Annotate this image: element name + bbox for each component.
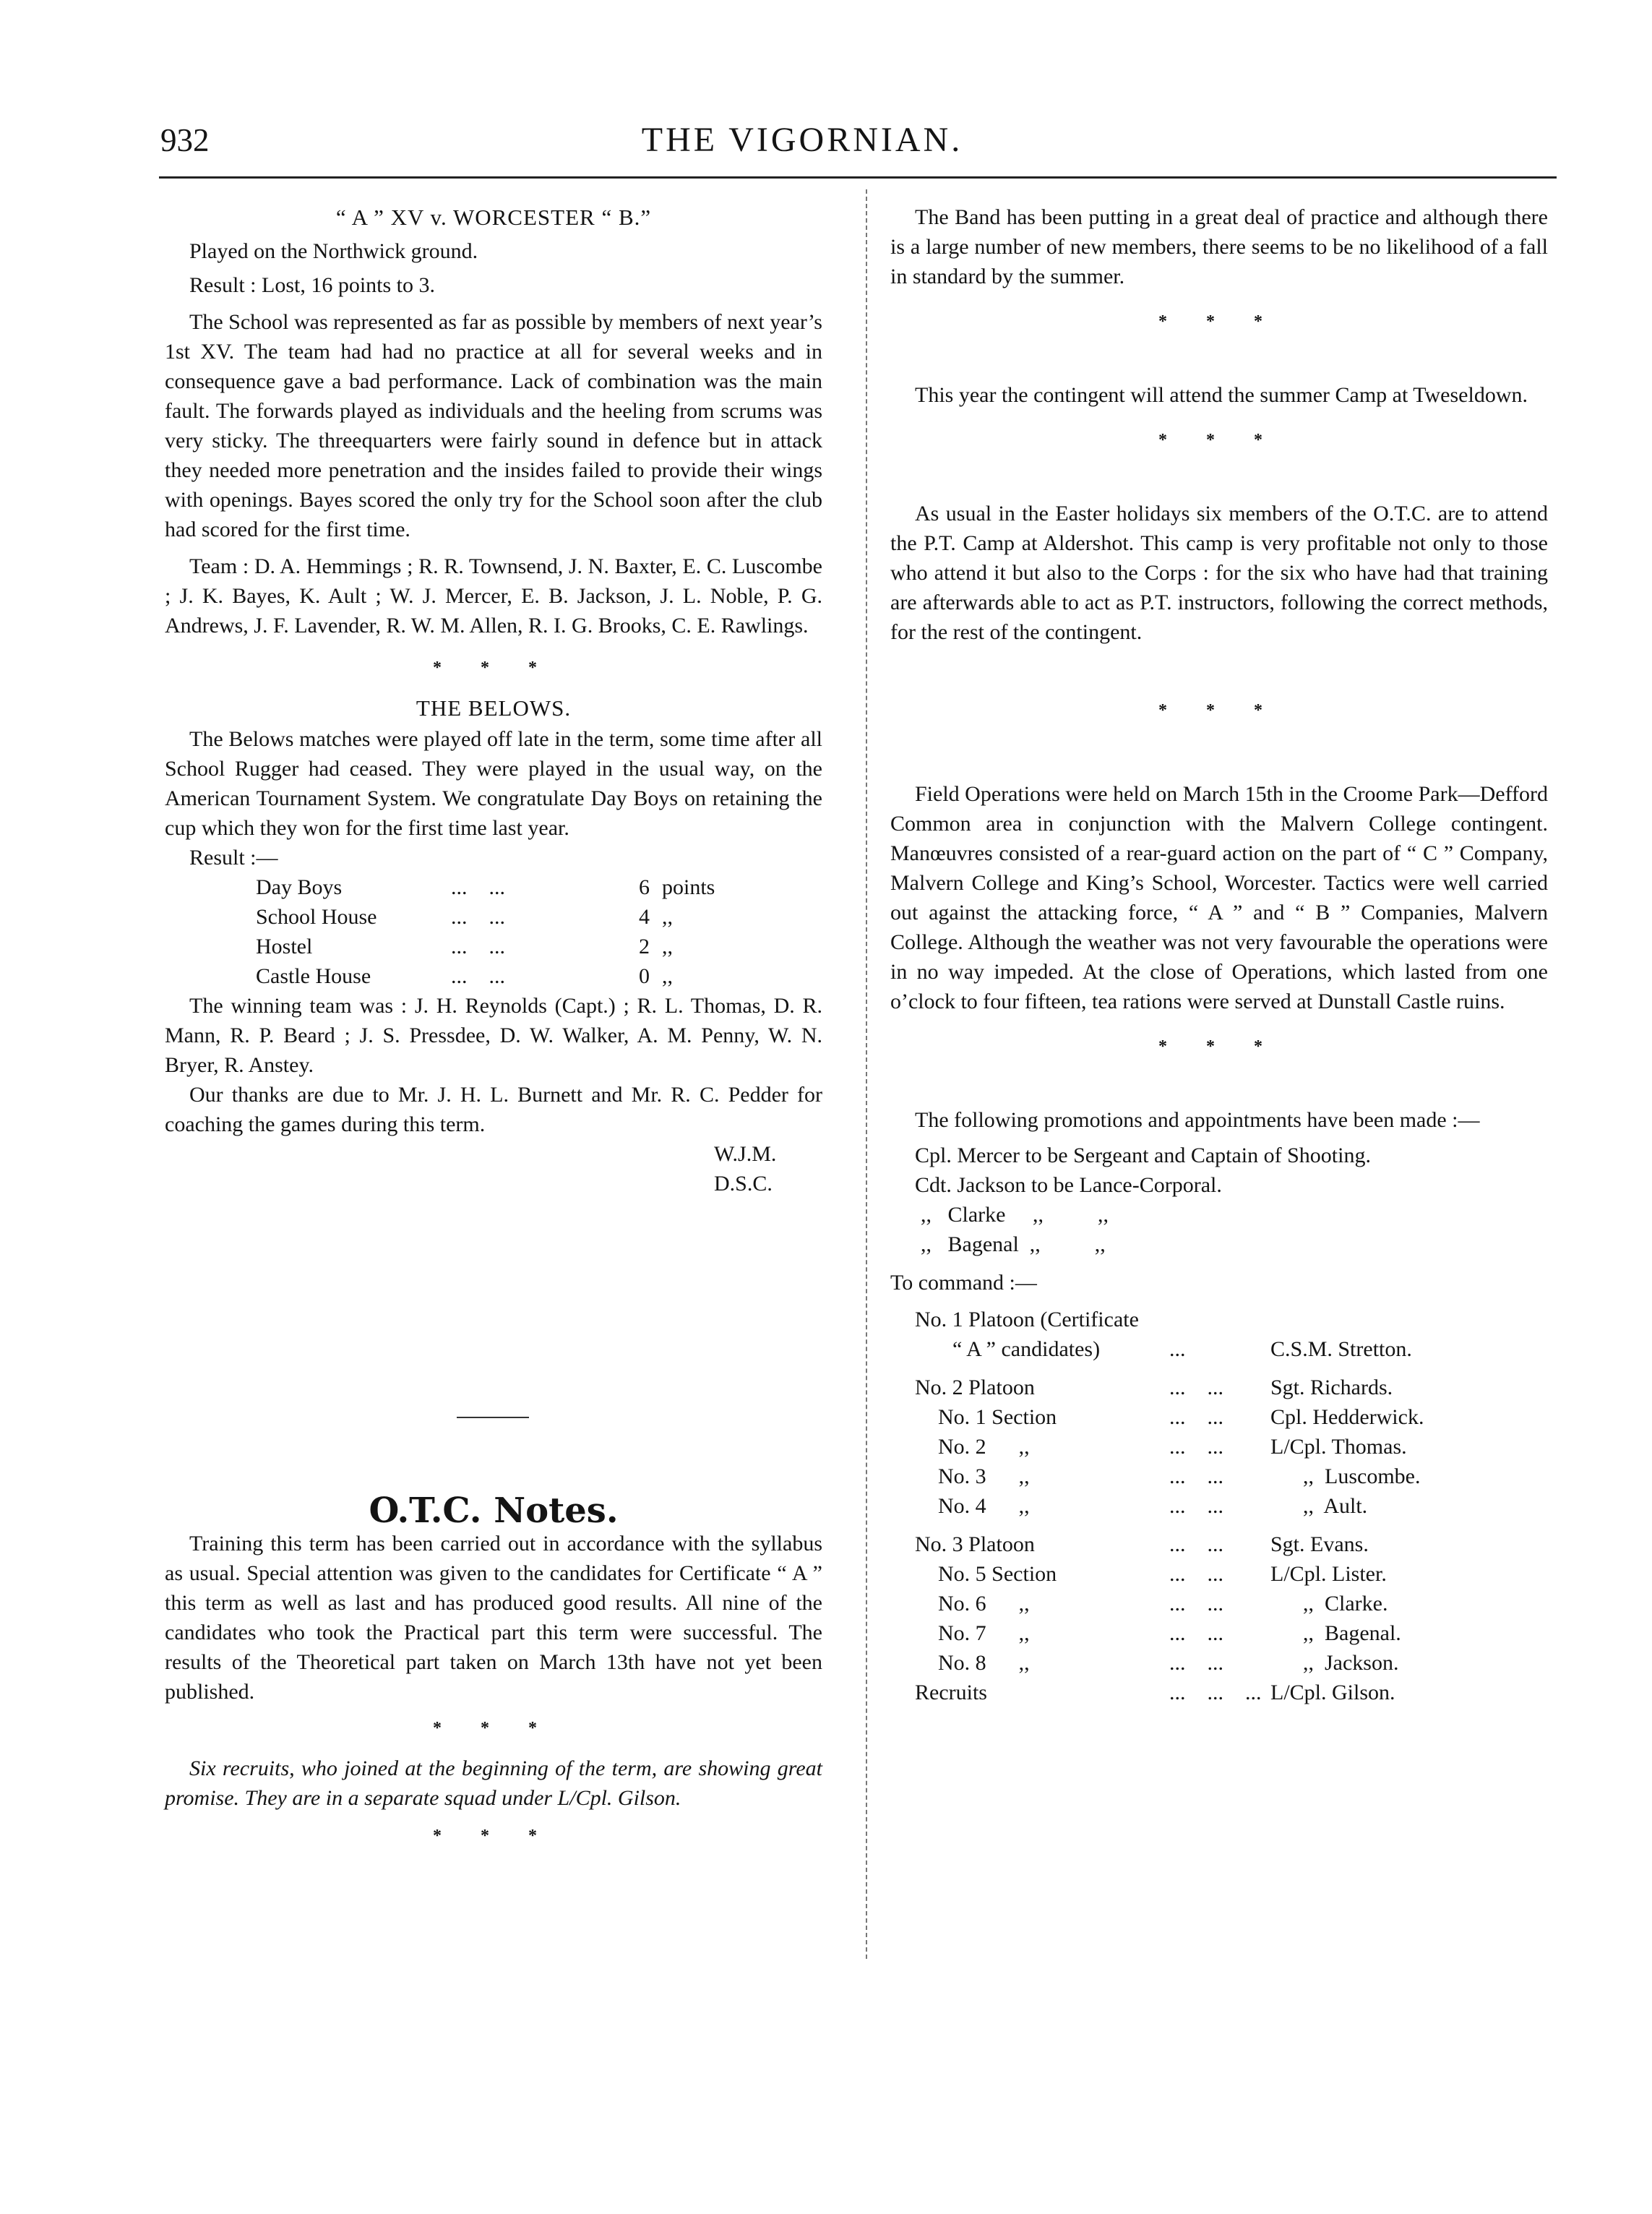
camp-paragraph: This year the contingent will attend the summer Camp at Tweseldown. — [915, 383, 1528, 407]
section-stars: * * * — [1158, 312, 1280, 331]
header-rule — [159, 176, 1557, 179]
command-row — [915, 1521, 1493, 1559]
results-dots: ... ... — [451, 905, 505, 929]
promotion-item: ,, Clarke ,, ,, — [921, 1203, 1109, 1227]
section-stars: * * * — [433, 1719, 554, 1738]
promotion-item: ,, Bagenal ,, ,, — [921, 1232, 1106, 1256]
command-unit: No. 6 ,, — [938, 1592, 1030, 1616]
results-unit: points — [662, 875, 715, 899]
command-label: To command :— — [890, 1271, 1037, 1295]
command-unit: No. 1 Platoon (Certificate — [915, 1308, 1139, 1331]
results-score: 0 — [639, 964, 650, 988]
section-stars: * * * — [433, 658, 554, 677]
signature-2: D.S.C. — [714, 1172, 773, 1196]
command-dots: ... ... ... — [1169, 1681, 1262, 1704]
command-row — [915, 1559, 1493, 1589]
belows-intro: The Belows matches were played off late in the term, some time after all School Rugger had ceased. They were played in the usual way, on the American Tournament System. We congratulate Day Boys on retaining the cup which they won for the first time last year. — [165, 727, 822, 840]
results-house: School House — [256, 905, 377, 929]
column-divider — [866, 189, 867, 1959]
results-dots: ... ... — [451, 935, 505, 958]
command-unit: No. 2 ,, — [938, 1435, 1030, 1459]
command-dots: ... ... — [1169, 1532, 1223, 1556]
results-house: Day Boys — [256, 875, 343, 899]
results-score: 4 — [639, 905, 650, 929]
signature-1: W.J.M. — [714, 1142, 777, 1166]
command-dots: ... ... — [1169, 1651, 1223, 1675]
match-report: The School was represented as far as possible by members of next year’s 1st XV. The team had had no practice at all for several weeks and in consequence gave a bad performance. Lack of combination was the main fault. The forwards played as individuals and the heeling from scrums was very sticky. The threequarters were fairly sound in defence but in attack they needed more penetration and the insides failed to provide their wings with openings. Bayes scored the only try for the School soon after the club had scored for the first time. — [165, 310, 822, 541]
command-who: L/Cpl. Lister. — [1270, 1562, 1387, 1586]
match-team: Team : D. A. Hemmings ; R. R. Townsend, J. N. Baxter, E. C. Luscombe ; J. K. Bayes, K. Ault ; W. J. Mercer, E. B. Jackson, J. L. Noble, P. G. Andrews, J. F. Lavender, R. W. M. Allen, R. I. G. Brooks, C. E. Rawlings. — [165, 554, 822, 638]
belows-thanks: Our thanks are due to Mr. J. H. L. Burnett and Mr. R. C. Pedder for coaching the games during this term. — [165, 1083, 822, 1136]
results-row — [256, 872, 715, 902]
results-unit: ,, — [662, 935, 673, 958]
command-row — [915, 1589, 1493, 1618]
command-unit: No. 2 Platoon — [915, 1376, 1035, 1399]
results-score: 2 — [639, 935, 650, 958]
command-table — [915, 1305, 1493, 1707]
promotion-item: Cdt. Jackson to be Lance-Corporal. — [915, 1173, 1222, 1197]
otc-paragraph-1: Training this term has been carried out in accordance with the syllabus as usual. Special attention was given to the candidates for Certificate “ A ” this term as well as last and has produced good results. All nine of the candidates who took the Practical part this term were successful. The results of the Theoretical part taken on March 13th have not yet been published. — [165, 1532, 822, 1704]
command-dots — [1169, 1305, 1270, 1334]
command-unit: Recruits — [915, 1681, 987, 1704]
results-house: Castle House — [256, 964, 371, 988]
command-unit: No. 7 ,, — [938, 1621, 1030, 1645]
command-dots: ... ... — [1169, 1621, 1223, 1645]
match-title: “ A ” XV v. WORCESTER “ B.” — [335, 205, 652, 230]
command-who: Cpl. Hedderwick. — [1270, 1405, 1424, 1429]
command-unit: No. 3 Platoon — [915, 1532, 1035, 1556]
command-unit: “ A ” candidates) — [952, 1337, 1101, 1361]
results-dots: ... ... — [451, 964, 505, 988]
command-who: Sgt. Evans. — [1270, 1532, 1369, 1556]
command-who: Sgt. Richards. — [1270, 1376, 1393, 1399]
command-who: ,, Clarke. — [1270, 1592, 1388, 1616]
promotions-list — [890, 1141, 1548, 1259]
results-dots: ... ... — [451, 875, 505, 899]
command-dots: ... — [1169, 1337, 1186, 1361]
belows-winners: The winning team was : J. H. Reynolds (Capt.) ; R. L. Thomas, D. R. Mann, R. P. Beard ; J. S. Pressdee, D. W. Walker, A. M. Penny, W. N. Bryer, R. Anstey. — [165, 994, 822, 1077]
belows-results-table — [256, 872, 715, 991]
command-dots: ... ... — [1169, 1405, 1223, 1429]
command-row — [915, 1402, 1493, 1432]
match-venue: Played on the Northwick ground. — [189, 239, 478, 263]
right-column — [890, 202, 1548, 1707]
command-row — [915, 1618, 1493, 1648]
command-unit: No. 3 ,, — [938, 1464, 1030, 1488]
command-row — [915, 1364, 1493, 1402]
command-row — [915, 1491, 1493, 1521]
section-stars: * * * — [1158, 1037, 1280, 1056]
results-unit: ,, — [662, 964, 673, 988]
command-dots: ... ... — [1169, 1562, 1223, 1586]
results-house: Hostel — [256, 935, 313, 958]
page-number: 932 — [160, 122, 210, 158]
command-who: ,, Jackson. — [1270, 1651, 1399, 1675]
left-column — [165, 202, 822, 1198]
command-who: ,, Luscombe. — [1270, 1464, 1421, 1488]
command-row — [915, 1305, 1493, 1334]
command-row — [915, 1334, 1493, 1364]
command-unit: No. 5 Section — [938, 1562, 1057, 1586]
command-dots: ... ... — [1169, 1494, 1223, 1518]
results-unit: ,, — [662, 905, 673, 929]
section-separator — [457, 1417, 529, 1418]
command-who: L/Cpl. Thomas. — [1270, 1435, 1407, 1459]
masthead-title: THE VIGORNIAN. — [641, 121, 963, 159]
command-who: ,, Ault. — [1270, 1494, 1368, 1518]
promotion-item: Cpl. Mercer to be Sergeant and Captain of Shooting. — [915, 1144, 1371, 1167]
pt-camp-paragraph: As usual in the Easter holidays six members of the O.T.C. are to attend the P.T. Camp at Aldershot. This camp is very profitable not only to those who attend it but also to the Corps : for the six who have had that training are afterwards able to act as P.T. instructors, following the correct methods, for the rest of the contingent. — [890, 502, 1548, 644]
band-paragraph: The Band has been putting in a great deal of practice and although there is a large number of new members, there seems to be no likelihood of a fall in standard by the summer. — [890, 205, 1548, 288]
results-row — [256, 961, 715, 991]
results-row — [256, 932, 715, 961]
command-who: C.S.M. Stretton. — [1270, 1337, 1412, 1361]
results-row — [256, 902, 715, 932]
belows-result-label: Result :— — [189, 846, 278, 870]
results-score: 6 — [639, 875, 650, 899]
command-row — [915, 1432, 1493, 1462]
command-unit: No. 8 ,, — [938, 1651, 1030, 1675]
belows-title: THE BELOWS. — [416, 695, 572, 721]
command-dots: ... ... — [1169, 1376, 1223, 1399]
command-dots: ... ... — [1169, 1464, 1223, 1488]
otc-notes-section — [165, 1490, 822, 1851]
section-stars: * * * — [1158, 701, 1280, 720]
command-unit: No. 1 Section — [938, 1405, 1057, 1429]
command-row — [915, 1648, 1493, 1678]
promotions-intro: The following promotions and appointments have been made :— — [915, 1108, 1480, 1132]
command-row — [915, 1678, 1493, 1707]
command-who: ,, Bagenal. — [1270, 1621, 1401, 1645]
command-dots: ... ... — [1169, 1592, 1223, 1616]
command-who: L/Cpl. Gilson. — [1270, 1681, 1395, 1704]
section-stars: * * * — [433, 1827, 554, 1845]
otc-paragraph-2: Six recruits, who joined at the beginning of the term, are showing great promise. They are in a separate squad under L/Cpl. Gilson. — [165, 1756, 822, 1810]
otc-title: O.T.C. Notes. — [369, 1490, 619, 1531]
command-row — [915, 1462, 1493, 1491]
field-operations-paragraph: Field Operations were held on March 15th in the Croome Park—Defford Common area in conjunction with the Malvern College contingent. Manœuvres consisted of a rear-guard action on the part of “ C ” Company, Malvern College and King’s School, Worcester. Tactics were well carried out against the attacking force, “ A ” and “ B ” Companies, Malvern College. Although the weather was not very favourable the operations were in no way impeded. At the close of Operations, which lasted from one o’clock to four fifteen, tea rations were served at Dunstall Castle ruins. — [890, 782, 1548, 1013]
command-who — [1270, 1305, 1493, 1334]
command-unit: No. 4 ,, — [938, 1494, 1030, 1518]
match-result: Result : Lost, 16 points to 3. — [189, 273, 436, 297]
section-stars: * * * — [1158, 431, 1280, 450]
command-dots: ... ... — [1169, 1435, 1223, 1459]
